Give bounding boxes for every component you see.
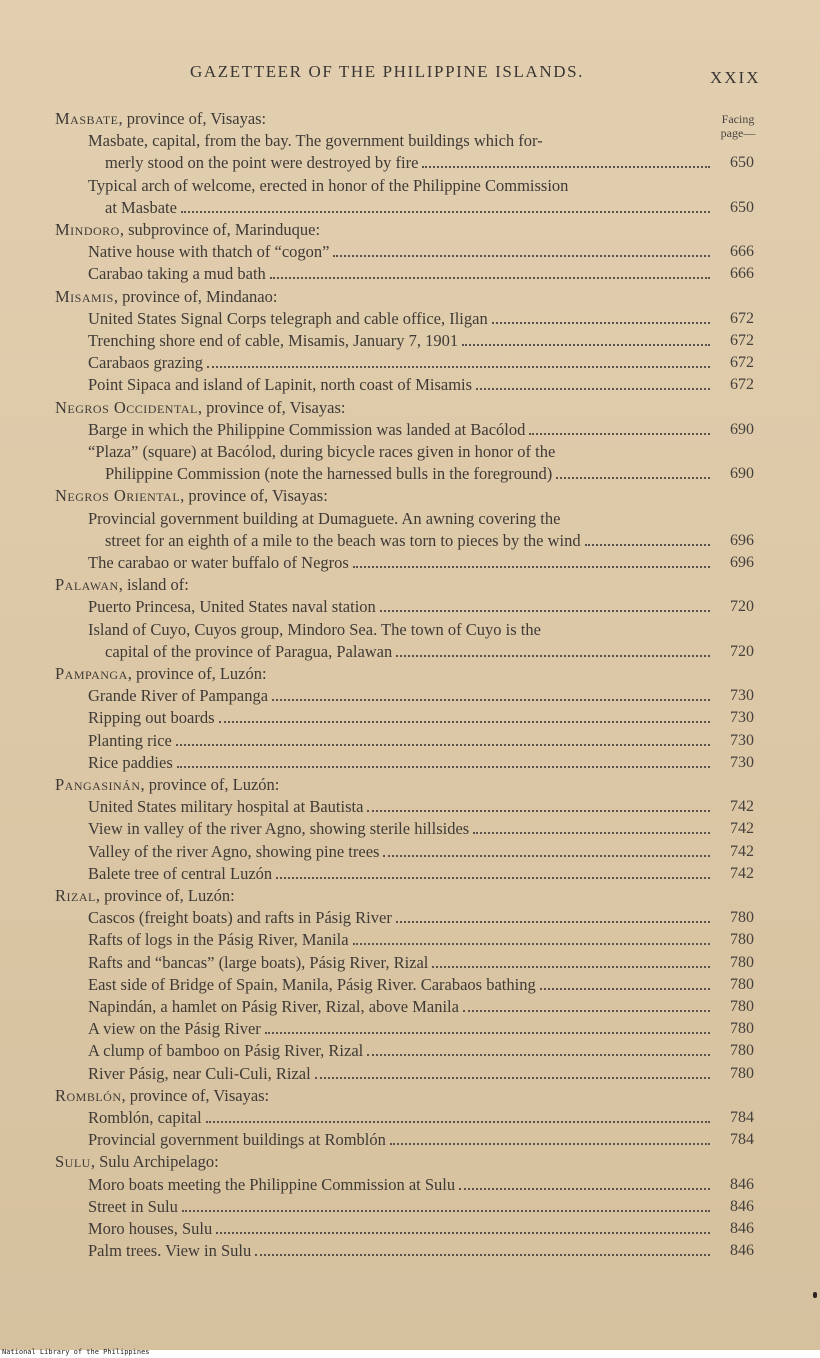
footer-bar — [0, 1350, 820, 1358]
dot-leader — [459, 1188, 710, 1190]
entry-text: View in valley of the river Agno, showing sterile hillsides — [88, 819, 470, 838]
illustration-entry — [88, 818, 714, 840]
province-heading — [55, 286, 715, 308]
dot-leader — [463, 1010, 710, 1012]
dot-leader — [529, 433, 710, 435]
entry-continuation — [105, 530, 714, 552]
entry-text: Masbate, capital, from the bay. The government buildings which for- — [88, 131, 543, 150]
facing-page-number: 666 — [730, 265, 754, 282]
illustration-entry — [88, 441, 714, 463]
entry-continuation — [105, 463, 714, 485]
page-title: GAZETTEER OF THE PHILIPPINE ISLANDS. — [190, 62, 584, 81]
facing-page-number: 780 — [730, 976, 754, 993]
province-name: Pampanga — [55, 664, 128, 683]
entry-text: Grande River of Pampanga — [88, 686, 269, 705]
facing-page-number: 846 — [730, 1198, 754, 1215]
province-name: Palawan — [55, 575, 119, 594]
running-header — [0, 62, 820, 86]
province-description: , island of: — [118, 575, 189, 594]
entry-text: Palm trees. View in Sulu — [88, 1241, 252, 1260]
dot-leader — [270, 277, 710, 279]
dot-leader — [383, 855, 710, 857]
entry-text: Rice paddies — [88, 753, 173, 772]
dot-leader — [556, 477, 710, 479]
entry-text: A view on the Pásig River — [88, 1019, 261, 1038]
province-heading — [55, 1151, 715, 1173]
dot-leader — [492, 322, 710, 324]
illustration-entry — [88, 1063, 714, 1085]
province-heading — [55, 219, 715, 241]
facing-page-number: 650 — [730, 154, 754, 171]
dot-leader — [272, 699, 710, 701]
facing-page-number: 696 — [730, 532, 754, 549]
dot-leader — [390, 1143, 710, 1145]
dot-leader — [353, 566, 710, 568]
footer-credit: National Library of the Philippines — [2, 1348, 150, 1356]
entry-text: “Plaza” (square) at Bacólod, during bicycle races given in honor of the — [88, 442, 556, 461]
dot-leader — [177, 766, 710, 768]
province-heading — [55, 485, 715, 507]
dot-leader — [255, 1254, 710, 1256]
illustration-entry — [88, 1218, 714, 1240]
dot-leader — [216, 1232, 710, 1234]
dot-leader — [396, 655, 710, 657]
facing-page-number: 742 — [730, 820, 754, 837]
facing-page-number: 846 — [730, 1176, 754, 1193]
province-name: Mindoro — [55, 220, 120, 239]
illustration-entry — [88, 730, 714, 752]
entry-text: Island of Cuyo, Cuyos group, Mindoro Sea. The town of Cuyo is the — [88, 620, 541, 639]
illustration-entry — [88, 308, 714, 330]
illustration-entry — [88, 841, 714, 863]
facing-page-number: 780 — [730, 1042, 754, 1059]
illustration-entry — [88, 863, 714, 885]
entry-text: Valley of the river Agno, showing pine trees — [88, 842, 380, 861]
entry-text: Carabao taking a mud bath — [88, 264, 266, 283]
facing-page-number: 742 — [730, 843, 754, 860]
entry-text: Puerto Princesa, United States naval station — [88, 597, 376, 616]
entry-continuation — [105, 197, 714, 219]
entry-text: United States military hospital at Bautista — [88, 797, 364, 816]
entry-text: Ripping out boards — [88, 708, 215, 727]
illustration-entry — [88, 508, 714, 530]
facing-page-number: 846 — [730, 1220, 754, 1237]
facing-page-number: 696 — [730, 554, 754, 571]
province-heading — [55, 108, 715, 130]
facing-page-number: 672 — [730, 354, 754, 371]
province-description: , province of, Visayas: — [121, 1086, 270, 1105]
dot-leader — [367, 1054, 710, 1056]
province-name: Sulu — [55, 1152, 91, 1171]
facing-page-number: 666 — [730, 243, 754, 260]
dot-leader — [585, 544, 710, 546]
entry-text: Napindán, a hamlet on Pásig River, Rizal, above Manila — [88, 997, 459, 1016]
entry-text: Cascos (freight boats) and rafts in Pásig River — [88, 908, 392, 927]
facing-page-number: 690 — [730, 421, 754, 438]
entry-text: Philippine Commission (note the harnessed bulls in the foreground) — [105, 464, 553, 483]
illustration-entry — [88, 263, 714, 285]
facing-page-number: 720 — [730, 598, 754, 615]
facing-page-label: Facing page— — [720, 112, 756, 140]
province-name: Rizal — [55, 886, 96, 905]
entry-text: Point Sipaca and island of Lapinit, north coast of Misamis — [88, 375, 473, 394]
entry-text: River Pásig, near Culi-Culi, Rizal — [88, 1064, 311, 1083]
entry-text: The carabao or water buffalo of Negros — [88, 553, 349, 572]
dot-leader — [265, 1032, 710, 1034]
entry-text: Moro houses, Sulu — [88, 1219, 213, 1238]
province-description: , province of, Visayas: — [118, 109, 267, 128]
entry-text: East side of Bridge of Spain, Manila, Pásig River. Carabaos bathing — [88, 975, 536, 994]
facing-page-number: 650 — [730, 199, 754, 216]
page-speck — [813, 1292, 817, 1298]
illustration-entry — [88, 707, 714, 729]
illustration-entry — [88, 1174, 714, 1196]
facing-page-number: 784 — [730, 1109, 754, 1126]
dot-leader — [476, 388, 710, 390]
illustration-entry — [88, 374, 714, 396]
illustration-entry — [88, 907, 714, 929]
facing-page-number: 730 — [730, 709, 754, 726]
illustration-entry — [88, 175, 714, 197]
province-description: , province of, Mindanao: — [113, 287, 278, 306]
province-heading — [55, 1085, 715, 1107]
entry-text: Planting rice — [88, 731, 172, 750]
entry-text: Provincial government building at Dumaguete. An awning covering the — [88, 509, 561, 528]
province-name: Misamis — [55, 287, 114, 306]
dot-leader — [353, 943, 710, 945]
dot-leader — [219, 721, 711, 723]
province-name: Masbate — [55, 109, 119, 128]
illustration-entry — [88, 596, 714, 618]
illustration-entry — [88, 1129, 714, 1151]
province-heading — [55, 574, 715, 596]
entry-text: Carabaos grazing — [88, 353, 203, 372]
facing-page-number: 780 — [730, 931, 754, 948]
entry-text: Trenching shore end of cable, Misamis, January 7, 1901 — [88, 331, 459, 350]
facing-page-number: 780 — [730, 909, 754, 926]
illustration-entry — [88, 619, 714, 641]
entry-text: Native house with thatch of “cogon” — [88, 242, 330, 261]
illustration-entry — [88, 330, 714, 352]
illustration-entry — [88, 1240, 714, 1262]
facing-page-number: 672 — [730, 332, 754, 349]
illustration-entry — [88, 796, 714, 818]
entry-continuation — [105, 641, 714, 663]
entry-text: Rafts of logs in the Pásig River, Manila — [88, 930, 349, 949]
province-heading — [55, 663, 715, 685]
dot-leader — [367, 810, 710, 812]
facing-page-number: 672 — [730, 376, 754, 393]
province-name: Negros Occidental — [55, 398, 198, 417]
dot-leader — [333, 255, 710, 257]
dot-leader — [207, 366, 710, 368]
province-heading — [55, 885, 715, 907]
illustration-entry — [88, 552, 714, 574]
facing-page-number: 730 — [730, 687, 754, 704]
province-description: , Sulu Archipelago: — [90, 1152, 219, 1171]
facing-page-number: 730 — [730, 732, 754, 749]
entry-text: at Masbate — [105, 198, 177, 217]
dot-leader — [380, 610, 710, 612]
illustration-entry — [88, 1040, 714, 1062]
illustration-entry — [88, 685, 714, 707]
facing-page-number: 742 — [730, 865, 754, 882]
dot-leader — [540, 988, 710, 990]
facing-page-number: 780 — [730, 954, 754, 971]
province-heading — [55, 774, 715, 796]
dot-leader — [462, 344, 710, 346]
entry-text: capital of the province of Paragua, Palawan — [105, 642, 393, 661]
facing-page-number: 690 — [730, 465, 754, 482]
dot-leader — [276, 877, 710, 879]
province-heading — [55, 397, 715, 419]
dot-leader — [422, 166, 710, 168]
province-description: , subprovince of, Marinduque: — [119, 220, 321, 239]
entry-text: A clump of bamboo on Pásig River, Rizal — [88, 1041, 364, 1060]
dot-leader — [176, 744, 710, 746]
entry-text: Barge in which the Philippine Commission was landed at Bacólod — [88, 420, 526, 439]
dot-leader — [181, 211, 710, 213]
province-description: , province of, Luzón: — [140, 775, 280, 794]
province-description: , province of, Visayas: — [197, 398, 346, 417]
entry-continuation — [105, 152, 714, 174]
facing-page-number: 784 — [730, 1131, 754, 1148]
page-number: XXIX — [710, 68, 761, 87]
dot-leader — [396, 921, 710, 923]
illustration-entry — [88, 241, 714, 263]
illustration-entry — [88, 929, 714, 951]
entry-text: Street in Sulu — [88, 1197, 178, 1216]
illustration-entry — [88, 952, 714, 974]
dot-leader — [206, 1121, 710, 1123]
illustration-entry — [88, 996, 714, 1018]
province-name: Pangasinán — [55, 775, 141, 794]
facing-page-number: 780 — [730, 1020, 754, 1037]
dot-leader — [473, 832, 710, 834]
entry-text: Moro boats meeting the Philippine Commission at Sulu — [88, 1175, 456, 1194]
entry-text: Romblón, capital — [88, 1108, 202, 1127]
entry-text: street for an eighth of a mile to the beach was torn to pieces by the wind — [105, 531, 581, 550]
facing-page-number: 742 — [730, 798, 754, 815]
dot-leader — [432, 966, 710, 968]
illustration-entry — [88, 130, 714, 152]
illustration-entry — [88, 752, 714, 774]
illustration-entry — [88, 419, 714, 441]
entry-text: Typical arch of welcome, erected in honor of the Philippine Commission — [88, 176, 569, 195]
province-description: , province of, Luzón: — [127, 664, 267, 683]
facing-page-number: 720 — [730, 643, 754, 660]
facing-page-number: 730 — [730, 754, 754, 771]
illustration-entry — [88, 1018, 714, 1040]
entry-text: merly stood on the point were destroyed by fire — [105, 153, 419, 172]
province-name: Romblón — [55, 1086, 122, 1105]
illustration-entry — [88, 974, 714, 996]
dot-leader — [182, 1210, 710, 1212]
entry-text: Provincial government buildings at Romblón — [88, 1130, 386, 1149]
province-description: , province of, Visayas: — [180, 486, 328, 505]
facing-page-number: 846 — [730, 1242, 754, 1259]
province-description: , province of, Luzón: — [95, 886, 235, 905]
province-name: Negros Oriental — [55, 486, 181, 505]
entry-text: Rafts and “bancas” (large boats), Pásig River, Rizal — [88, 953, 429, 972]
illustration-entry — [88, 352, 714, 374]
illustration-entry — [88, 1107, 714, 1129]
illustration-entry — [88, 1196, 714, 1218]
dot-leader — [315, 1077, 710, 1079]
entry-text: Balete tree of central Luzón — [88, 864, 273, 883]
facing-page-number: 672 — [730, 310, 754, 327]
entry-text: United States Signal Corps telegraph and cable office, Iligan — [88, 309, 488, 328]
facing-page-number: 780 — [730, 1065, 754, 1082]
facing-page-number: 780 — [730, 998, 754, 1015]
